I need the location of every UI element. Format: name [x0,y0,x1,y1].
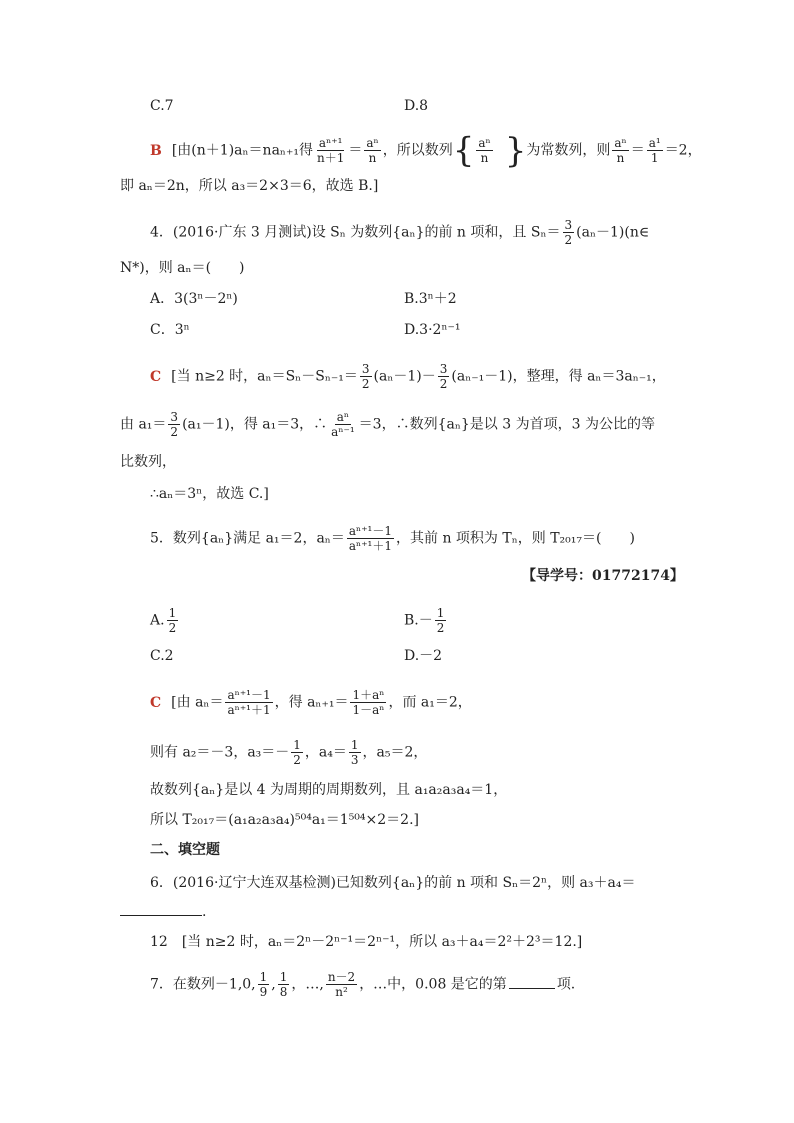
q4-option-b: B.3ⁿ＋2 [404,291,457,307]
q5-opt-a-prefix: A. [150,612,165,629]
q5-stem-text-b: ，其前 n 项积为 Tₙ，则 T₂₀₁₇＝( ) [396,530,635,547]
q5-opt-b-fraction [435,606,447,635]
q5-sol2-fraction-1 [291,738,303,767]
q4-stem-line2: N*)，则 aₙ＝( ) [120,260,245,276]
frac-den: 2 [170,425,179,439]
q3-sol-fraction-1 [315,136,346,165]
q6-answer-blank [120,902,206,922]
q4-stem-text-b: (aₙ－1)(n∈ [576,224,650,241]
q7-comma: , [271,976,276,993]
frac-den: 1 [650,151,659,165]
q4-sol1-text-b: (aₙ－1)－ [373,368,436,385]
q4-solution-line1 [150,362,666,391]
frac-num: 1 [436,606,445,620]
q3-option-c: C.7 [150,98,174,114]
q4-stem-line1 [150,218,649,247]
q5-sol2-text-b: ，a₄＝ [304,744,347,761]
q7-fraction-2 [278,970,290,999]
q5-option-c: C.2 [150,648,174,664]
q5-sol1-text-a: [由 aₙ＝ [171,694,224,711]
frac-den: 3 [350,753,359,767]
q7-stem-text-b: ，…, [291,976,324,993]
frac-num: 1 [259,970,268,984]
q7-stem-text-d: 项. [556,976,576,993]
frac-den: 1－aⁿ [352,703,385,717]
frac-num: aⁿ [614,136,627,150]
q7-fraction-1 [258,970,270,999]
frac-den: n [480,151,489,165]
frac-den: n² [335,985,348,999]
frac-den: 8 [279,985,288,999]
q4-stem-fraction [563,218,575,247]
frac-num: 1 [279,970,288,984]
frac-den: 9 [259,985,268,999]
frac-num: 3 [361,362,370,376]
q4-sol2-fraction-1 [168,410,180,439]
frac-den: 2 [361,377,370,391]
frac-num: 3 [170,410,179,424]
q6-solution: 12 [当 n≥2 时，aₙ＝2ⁿ－2ⁿ⁻¹＝2ⁿ⁻¹，所以 a₃＋a₄＝2²＋2³＝12.] [150,934,583,950]
frac-num: 3 [564,218,573,232]
q3-sol-text-c: 为常数列，则 [526,142,611,159]
q3-option-d: D.8 [404,98,429,114]
frac-num: 1 [168,606,177,620]
q3-sol-fraction-3 [612,136,628,165]
frac-den: aⁿ⁺¹＋1 [227,703,271,717]
q5-guide-number-tag: 【导学号：01772174】 [522,568,684,584]
frac-den: 2 [436,621,445,635]
right-brace: } [504,130,527,171]
q4-sol1-fraction-1 [360,362,372,391]
q4-option-d: D.3·2ⁿ⁻¹ [404,322,461,338]
q3-sol-fraction-4 [647,136,663,165]
q3-sol-text-a: [由(n＋1)aₙ＝naₙ₊₁得 [171,142,313,159]
q7-stem-text-a: 7．在数列－1,0, [150,976,256,993]
q5-sol1-fraction-2 [350,688,386,717]
q5-sol1-fraction-1 [225,688,272,717]
frac-num: aⁿ⁺¹－1 [348,524,392,538]
q7-blank-line [509,988,555,989]
q7-stem [150,970,575,999]
frac-num: aⁿ [478,136,491,150]
q5-option-a [150,606,180,635]
q6-stem: 6．(2016·辽宁大连双基检测)已知数列{aₙ}的前 n 项和 Sₙ＝2ⁿ，则 a₃＋a₄＝ [150,875,636,891]
frac-num: aⁿ⁺¹－1 [227,688,271,702]
frac-num: aⁿ [336,410,350,424]
q5-sol2-text-a: 则有 a₂＝－3，a₃＝－ [150,744,290,761]
q5-opt-b-prefix: B.－ [404,612,433,629]
q3-sol-text-b: ，所以数列 [382,142,453,159]
frac-num: aⁿ⁺¹ [318,136,343,150]
frac-num: aⁿ [366,136,379,150]
q5-stem-fraction [347,524,394,553]
frac-den: 2 [293,753,301,767]
q4-sol2-text-a: 由 a₁＝ [120,416,167,433]
section-heading-fill-in: 二、填空题 [150,842,220,858]
frac-num: 3 [439,362,448,376]
q7-stem-text-c: ，…中，0.08 是它的第 [359,976,507,993]
q5-answer-letter: C [150,694,162,711]
frac-num: 1 [350,738,359,752]
frac-den: 2 [439,377,448,391]
frac-num: 1 [293,738,301,752]
q5-stem-text-a: 5．数列{aₙ}满足 a₁＝2，aₙ＝ [150,530,345,547]
left-brace: { [452,130,475,171]
q4-sol1-fraction-2 [438,362,450,391]
q3-sol-brace-fraction [476,136,492,165]
q4-sol2-text-c: ＝3，∴数列{aₙ}是以 3 为首项，3 为公比的等 [358,416,655,433]
q3-sol-fraction-2 [364,136,380,165]
q5-opt-a-fraction [167,606,179,635]
frac-den: 2 [168,621,177,635]
frac-num: 1＋aⁿ [352,688,385,702]
q5-solution-line1 [150,688,472,717]
q6-blank-line [120,915,202,916]
q4-sol1-text-a: [当 n≥2 时，aₙ＝Sₙ－Sₙ₋₁＝ [171,368,358,385]
q7-fraction-3 [326,970,357,999]
q3-answer-letter: B [150,142,162,159]
q4-solution-line4: ∴aₙ＝3ⁿ，故选 C.] [150,486,269,502]
q5-solution-line2 [150,738,427,767]
q4-answer-letter: C [150,368,162,385]
q5-stem [150,524,635,553]
q5-sol2-fraction-2 [349,738,361,767]
frac-den: n＋1 [316,151,345,165]
q4-sol2-fraction-2 [329,410,357,439]
q4-stem-text-a: 4．(2016·广东 3 月测试)设 Sₙ 为数列{aₙ}的前 n 项和，且 Sₙ＝ [150,224,561,241]
q4-solution-line2 [120,410,655,439]
frac-num: a¹ [648,136,661,150]
q3-sol-text-d: ＝2， [664,142,702,159]
q4-option-c: C．3ⁿ [150,322,190,338]
q3-solution-line2: 即 aₙ＝2n，所以 a₃＝2×3＝6，故选 B.] [120,178,379,194]
q5-sol1-text-b: ，得 aₙ₊₁＝ [274,694,349,711]
frac-den: 2 [564,233,573,247]
q4-solution-line3: 比数列， [120,454,176,470]
frac-num: n－2 [327,970,356,984]
q6-blank-end: . [202,904,207,920]
q5-option-b [404,606,448,635]
frac-den: aⁿ⁻¹ [331,425,355,439]
q4-sol1-text-c: (aₙ₋₁－1)，整理，得 aₙ＝3aₙ₋₁， [451,368,666,385]
frac-den: aⁿ⁺¹＋1 [348,539,392,553]
q5-sol2-text-c: ，a₅＝2， [362,744,428,761]
q5-solution-line4: 所以 T₂₀₁₇＝(a₁a₂a₃a₄)⁵⁰⁴a₁＝1⁵⁰⁴×2＝2.] [150,812,419,828]
q4-option-a: A．3(3ⁿ－2ⁿ) [150,291,238,307]
q5-option-d: D.－2 [404,648,443,664]
frac-den: n [616,151,625,165]
q5-solution-line3: 故数列{aₙ}是以 4 为周期的周期数列，且 a₁a₂a₃a₄＝1， [150,782,508,798]
q3-solution-line1: B [由(n＋1)aₙ＝naₙ₊₁得 $\frac{\text{aⁿ⁺¹}}{n+1}$ ＝ $\frac{\text{aⁿ}}{n}$ ，所以数列{ $\frac{\text{aⁿ}}{n}$ }为常数列，则 $\frac{\text{aⁿ}}{n}$ ＝ $\frac{\text{a¹}}{1}$ ＝2， [150,130,702,171]
q4-sol2-text-b: (a₁－1)，得 a₁＝3，∴ [182,416,328,433]
q5-sol1-text-c: ，而 a₁＝2， [388,694,472,711]
frac-den: n [368,151,377,165]
